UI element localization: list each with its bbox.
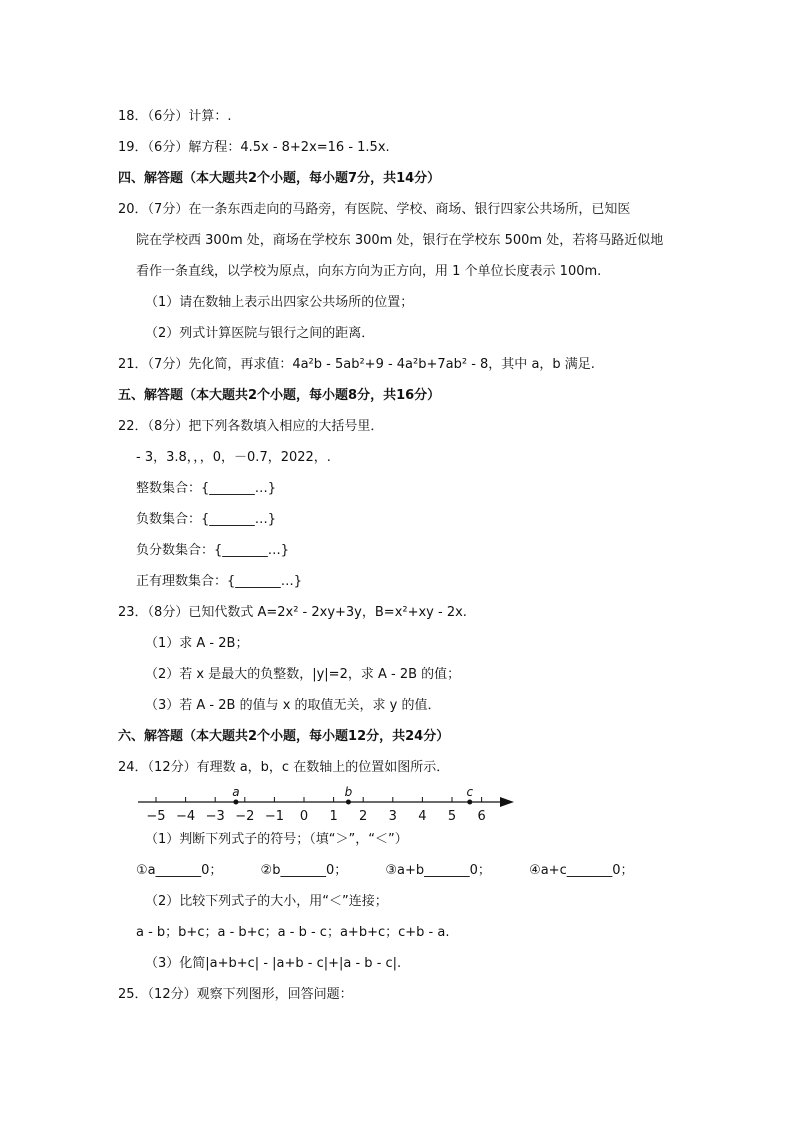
section-4-heading: 四、解答题（本大题共2个小题，每小题7分，共14分） xyxy=(118,171,441,186)
question-24-expressions: a - b；b+c；a - b+c；a - b - c；a+b+c；c+b - a. xyxy=(136,925,450,940)
number-line-figure xyxy=(128,782,528,826)
positive-rational-set: 正有理数集合：{_______…} xyxy=(136,574,303,589)
question-20-part1: （1）请在数轴上表示出四家公共场所的位置； xyxy=(145,295,414,310)
option-1: ①a_______0； xyxy=(136,863,223,878)
tick-label: 1 xyxy=(329,809,338,822)
question-22: 22．（8分）把下列各数填入相应的大括号里． xyxy=(118,419,384,434)
point-b xyxy=(346,800,351,805)
tick-label: −2 xyxy=(235,809,255,822)
question-23-part2: （2）若 x 是最大的负整数，|y|=2，求 A - 2B 的值； xyxy=(145,667,461,682)
question-24-part1: （1）判断下列式子的符号；（填“＞”，“＜”） xyxy=(145,832,408,847)
question-20-part2: （2）列式计算医院与银行之间的距离． xyxy=(145,326,375,341)
point-c xyxy=(467,800,472,805)
integer-set: 整数集合：{_______…} xyxy=(136,481,277,496)
option-2: ②b_______0； xyxy=(260,863,348,878)
tick-label: 2 xyxy=(359,809,368,822)
tick-label: 6 xyxy=(477,809,486,822)
question-23-part1: （1）求 A - 2B； xyxy=(145,636,249,651)
question-20-line3: 看作一条直线，以学校为原点，向东方向为正方向，用 1 个单位长度表示 100m. xyxy=(136,264,602,279)
section-5-heading: 五、解答题（本大题共2个小题，每小题8分，共16分） xyxy=(118,388,441,403)
tick-label: −5 xyxy=(146,809,166,822)
question-22-numbers: - 3，3.8，，，0，－0.7，2022，. xyxy=(136,450,331,465)
axis-arrow xyxy=(500,797,514,807)
point-label-b: b xyxy=(344,785,353,799)
question-24: 24．（12分）有理数 a，b，c 在数轴上的位置如图所示． xyxy=(118,760,450,775)
option-3: ③a+b_______0； xyxy=(385,863,491,878)
question-25: 25．（12分）观察下列图形，回答问题： xyxy=(118,987,353,1002)
tick-label: −1 xyxy=(264,809,284,822)
point-label-c: c xyxy=(466,785,474,799)
question-23: 23．（8分）已知代数式 A=2x² - 2xy+3y，B=x²+xy - 2x. xyxy=(118,605,467,620)
point-a xyxy=(233,800,238,805)
question-24-part3: （3）化简|a+b+c| - |a+b - c|+|a - b - c|. xyxy=(145,956,402,971)
question-23-part3: （3）若 A - 2B 的值与 x 的取值无关，求 y 的值． xyxy=(145,698,441,713)
tick-label: −3 xyxy=(205,809,225,822)
point-label-a: a xyxy=(232,785,240,799)
question-24-part2: （2）比较下列式子的大小，用“＜”连接； xyxy=(145,894,388,909)
tick-label: 4 xyxy=(418,809,427,822)
negative-fraction-set: 负分数集合：{_______…} xyxy=(136,543,290,558)
question-21: 21．（7分）先化简，再求值：4a²b - 5ab²+9 - 4a²b+7ab² - 8，其中 a，b 满足. xyxy=(118,357,595,372)
section-6-heading: 六、解答题（本大题共2个小题，每小题12分，共24分） xyxy=(118,729,450,744)
question-19: 19．（6分）解方程：4.5x - 8+2x=16 - 1.5x. xyxy=(118,140,390,155)
option-4: ④a+c_______0； xyxy=(529,863,634,878)
question-20-line1: 20．（7分）在一条东西走向的马路旁，有医院、学校、商场、银行四家公共场所，已知医 xyxy=(118,202,631,217)
negative-set: 负数集合：{_______…} xyxy=(136,512,277,527)
tick-label: 5 xyxy=(447,809,457,822)
question-24-options xyxy=(136,862,668,880)
number-line xyxy=(128,782,528,822)
tick-label: 3 xyxy=(388,809,397,822)
question-20-line2: 院在学校西 300m 处，商场在学校东 300m 处，银行在学校东 500m 处，若将马路近似地 xyxy=(136,233,664,248)
tick-label: 0 xyxy=(299,809,309,822)
question-18: 18．（6分）计算：. xyxy=(118,109,232,124)
tick-label: −4 xyxy=(176,809,196,822)
